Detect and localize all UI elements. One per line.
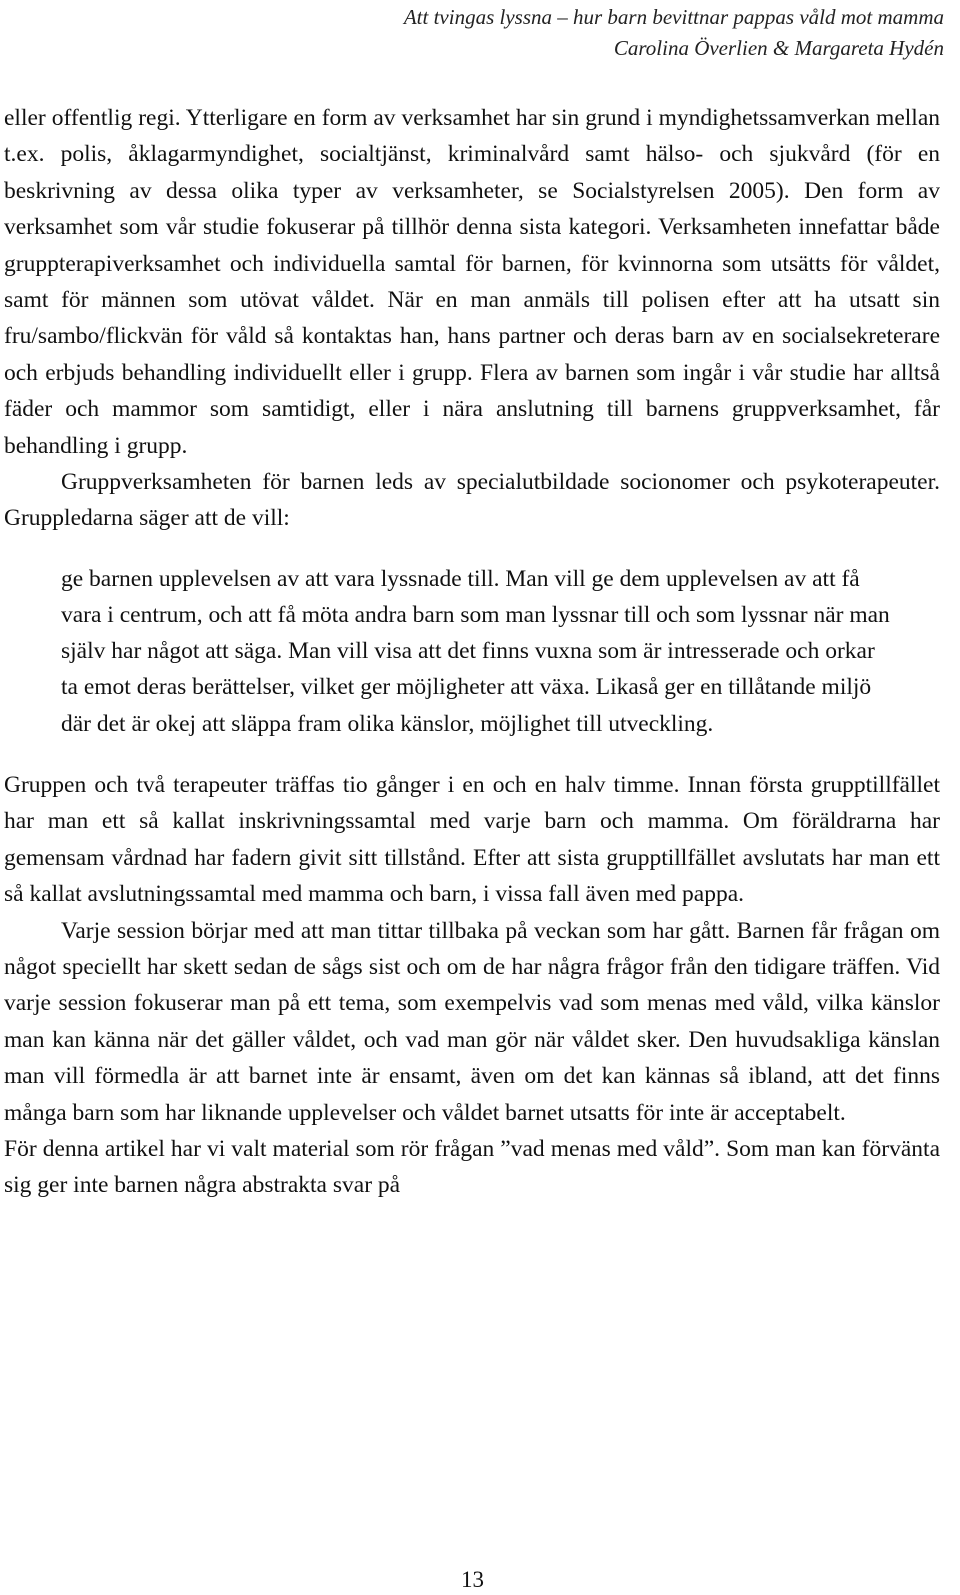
header-authors: Carolina Överlien & Margareta Hydén — [613, 36, 944, 60]
paragraph-2: Gruppverksamheten för barnen leds av specialutbildade socionomer och psykoterapeuter. Gruppledarna säger att de vill: — [4, 469, 940, 532]
block-quote: ge barnen upplevelsen av att vara lyssnade till. Man vill ge dem upplevelsen av att få vara i centrum, och att få möta andra barn som man lyssnar till och som lyssnar när man själv har något att säga. Man vill visa att det finns vuxna som är intresserade och orkar ta emot deras berättelser, vilket ger möjligheter att växa. Likaså ger en tillåtande miljö där det är okej att släppa fram olika känslor, möjlighet till utveckling. — [61, 565, 890, 737]
paragraph-4: Varje session börjar med att man tittar tillbaka på veckan som har gått. Barnen får frågan om något speciellt har skett sedan de sågs sist och om de har några frågor från den tidigare träffen. Vid varje session fokuserar man på ett tema, som exempelvis vad som menas med våld, vilka känslor man kan känna när det gäller våldet, och vad man gör när våldet sker. Den huvudsakliga känslan man vill förmedla är att barnet inte är ensamt, även om det kan kännas så ibland, att det finns många barn som har liknande upplevelser och våldet barnet utsatts för inte är acceptabelt. — [4, 917, 940, 1126]
paragraph-5: För denna artikel har vi valt material som rör frågan ”vad menas med våld”. Som man kan förvänta sig ger inte barnen några abstrakta svar på — [4, 1135, 940, 1199]
header-title: Att tvingas lyssna – hur barn bevittnar pappas våld mot mamma — [403, 5, 944, 29]
page-number: 13 — [461, 1567, 484, 1592]
paragraph-1: eller offentlig regi. Ytterligare en form av verksamhet har sin grund i myndighetssamverkan mellan t.ex. polis, åklagarmyndighet, socialtjänst, kriminalvård samt hälso- och sjukvård (för en beskrivning av dessa olika typer av verksamheter, se Socialstyrelsen 2005). Den form av verksamhet som vår studie fokuserar på tillhör denna sista kategori. Verksamheten innefattar både gruppterapiverksamhet och individuella samtal för barnen, för kvinnorna som utsätts för våldet, samt för männen som utövat våldet. När en man anmäls till polisen efter att ha utsatt sin fru/sambo/flickvän för våld så kontaktas han, hans partner och deras barn av en socialsekreterare och erbjuds behandling individuellt eller i grupp. Flera av barnen som ingår i vår studie har alltså fäder och mammor som samtidigt, eller i nära anslutning till barnens gruppverksamhet, får behandling i grupp. — [4, 105, 940, 459]
running-header — [404, 2, 944, 64]
paragraph-3: Gruppen och två terapeuter träffas tio gånger i en och en halv timme. Innan första grupptillfället har man ett så kallat inskrivningssamtal med varje barn och mamma. Om föräldrarna har gemensam vårdnad har fadern givit sitt tillstånd. Efter att sista grupptillfället avslutats har man ett så kallat avslutningssamtal med mamma och barn, i vissa fall även med pappa. — [4, 771, 940, 908]
document-body — [4, 100, 940, 1204]
